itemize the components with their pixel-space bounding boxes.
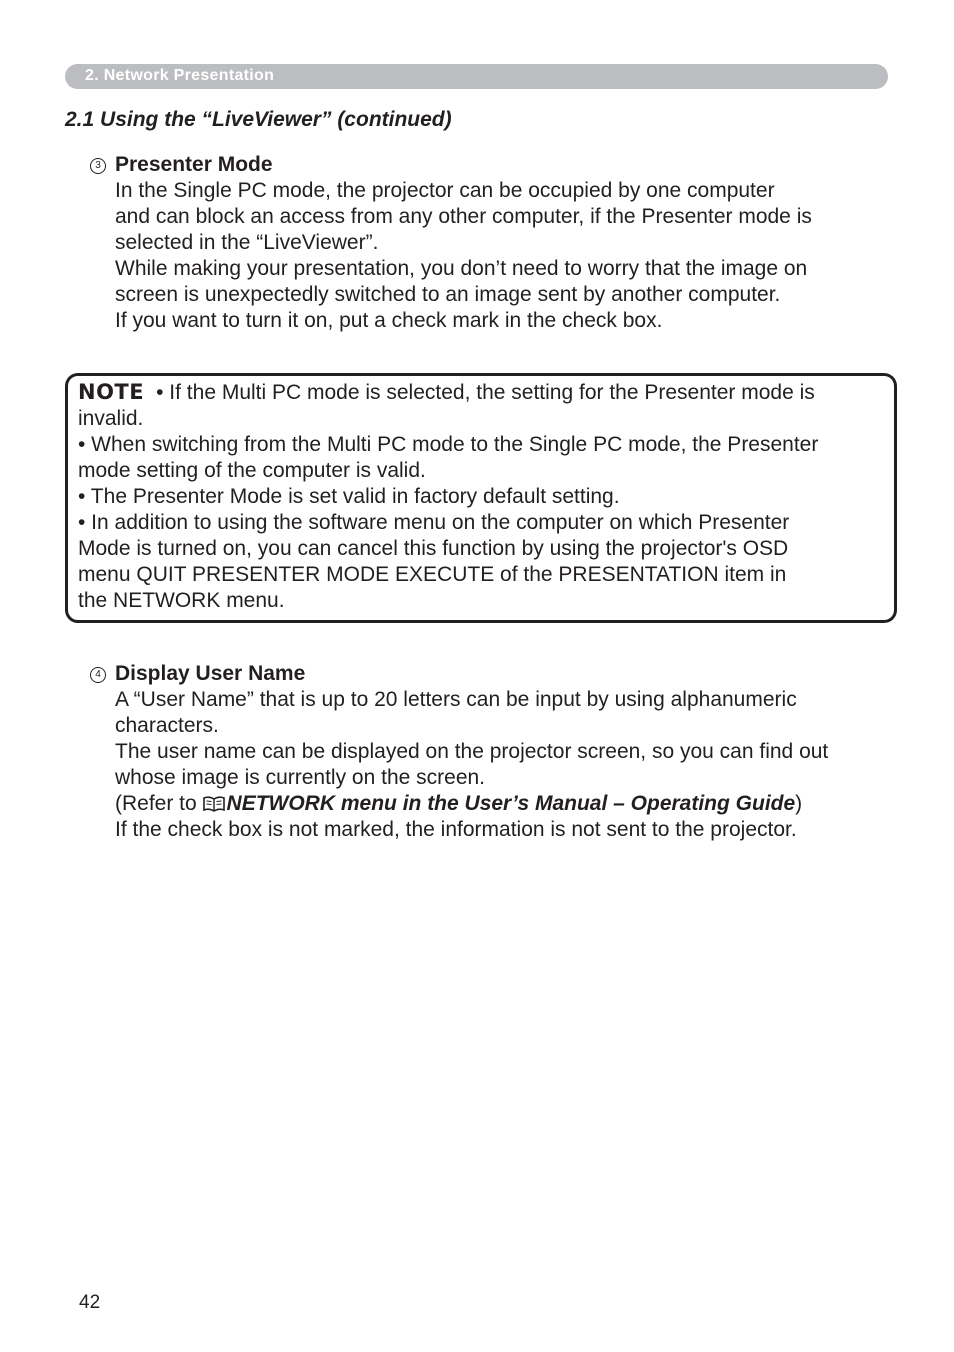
body-line: If the check box is not marked, the information is not sent to the projector. <box>115 818 797 841</box>
note-box <box>65 373 897 623</box>
body-line: While making your presentation, you don’t need to worry that the image on <box>115 257 808 280</box>
section-title: 2.1 Using the “LiveViewer” (continued) <box>65 108 452 131</box>
chapter-header-bar <box>65 64 888 89</box>
presenter-mode-heading <box>90 152 890 178</box>
presenter-mode-section <box>90 152 890 334</box>
body-line: and can block an access from any other computer, if the Presenter mode is <box>115 205 812 228</box>
note-line: • In addition to using the software menu on the computer on which Presenter <box>78 511 790 534</box>
display-user-name-section <box>90 661 890 843</box>
note-line: • When switching from the Multi PC mode to the Single PC mode, the Presenter <box>78 433 819 456</box>
display-user-name-body <box>90 687 890 843</box>
body-line: characters. <box>115 714 219 737</box>
page-number: 42 <box>79 1292 101 1313</box>
note-line: invalid. <box>78 407 144 430</box>
body-line: If you want to turn it on, put a check mark in the check box. <box>115 309 663 332</box>
display-user-name-heading <box>90 661 890 687</box>
body-line: selected in the “LiveViewer”. <box>115 231 379 254</box>
body-line: screen is unexpectedly switched to an image sent by another computer. <box>115 283 781 306</box>
body-line: whose image is currently on the screen. <box>115 766 486 789</box>
refer-prefix: (Refer to <box>115 792 203 815</box>
note-line: Mode is turned on, you can cancel this function by using the projector's OSD <box>78 537 789 560</box>
book-icon <box>203 795 225 812</box>
note-line: the NETWORK menu. <box>78 589 285 612</box>
presenter-mode-title: Presenter Mode <box>115 153 273 176</box>
display-user-name-title: Display User Name <box>115 662 306 685</box>
circled-number-4: 4 <box>90 667 106 683</box>
note-line: menu QUIT PRESENTER MODE EXECUTE of the PRESENTATION item in <box>78 563 787 586</box>
body-line: A “User Name” that is up to 20 letters can be input by using alphanumeric <box>115 688 797 711</box>
refer-suffix: ) <box>795 792 803 815</box>
body-line: In the Single PC mode, the projector can be occupied by one computer <box>115 179 775 202</box>
note-line: • The Presenter Mode is set valid in factory default setting. <box>78 485 620 508</box>
note-line: mode setting of the computer is valid. <box>78 459 426 482</box>
refer-line <box>115 791 890 817</box>
body-line: The user name can be displayed on the projector screen, so you can find out <box>115 740 829 763</box>
presenter-mode-body <box>90 178 890 334</box>
chapter-title: 2. Network Presentation <box>85 67 275 84</box>
circled-number-3: 3 <box>90 158 106 174</box>
refer-link[interactable]: NETWORK menu in the User’s Manual – Operating Guide <box>226 792 796 815</box>
note-label: NOTE <box>78 380 145 404</box>
note-text: • If the Multi PC mode is selected, the setting for the Presenter mode is <box>156 381 815 404</box>
note-first-line <box>78 379 894 406</box>
